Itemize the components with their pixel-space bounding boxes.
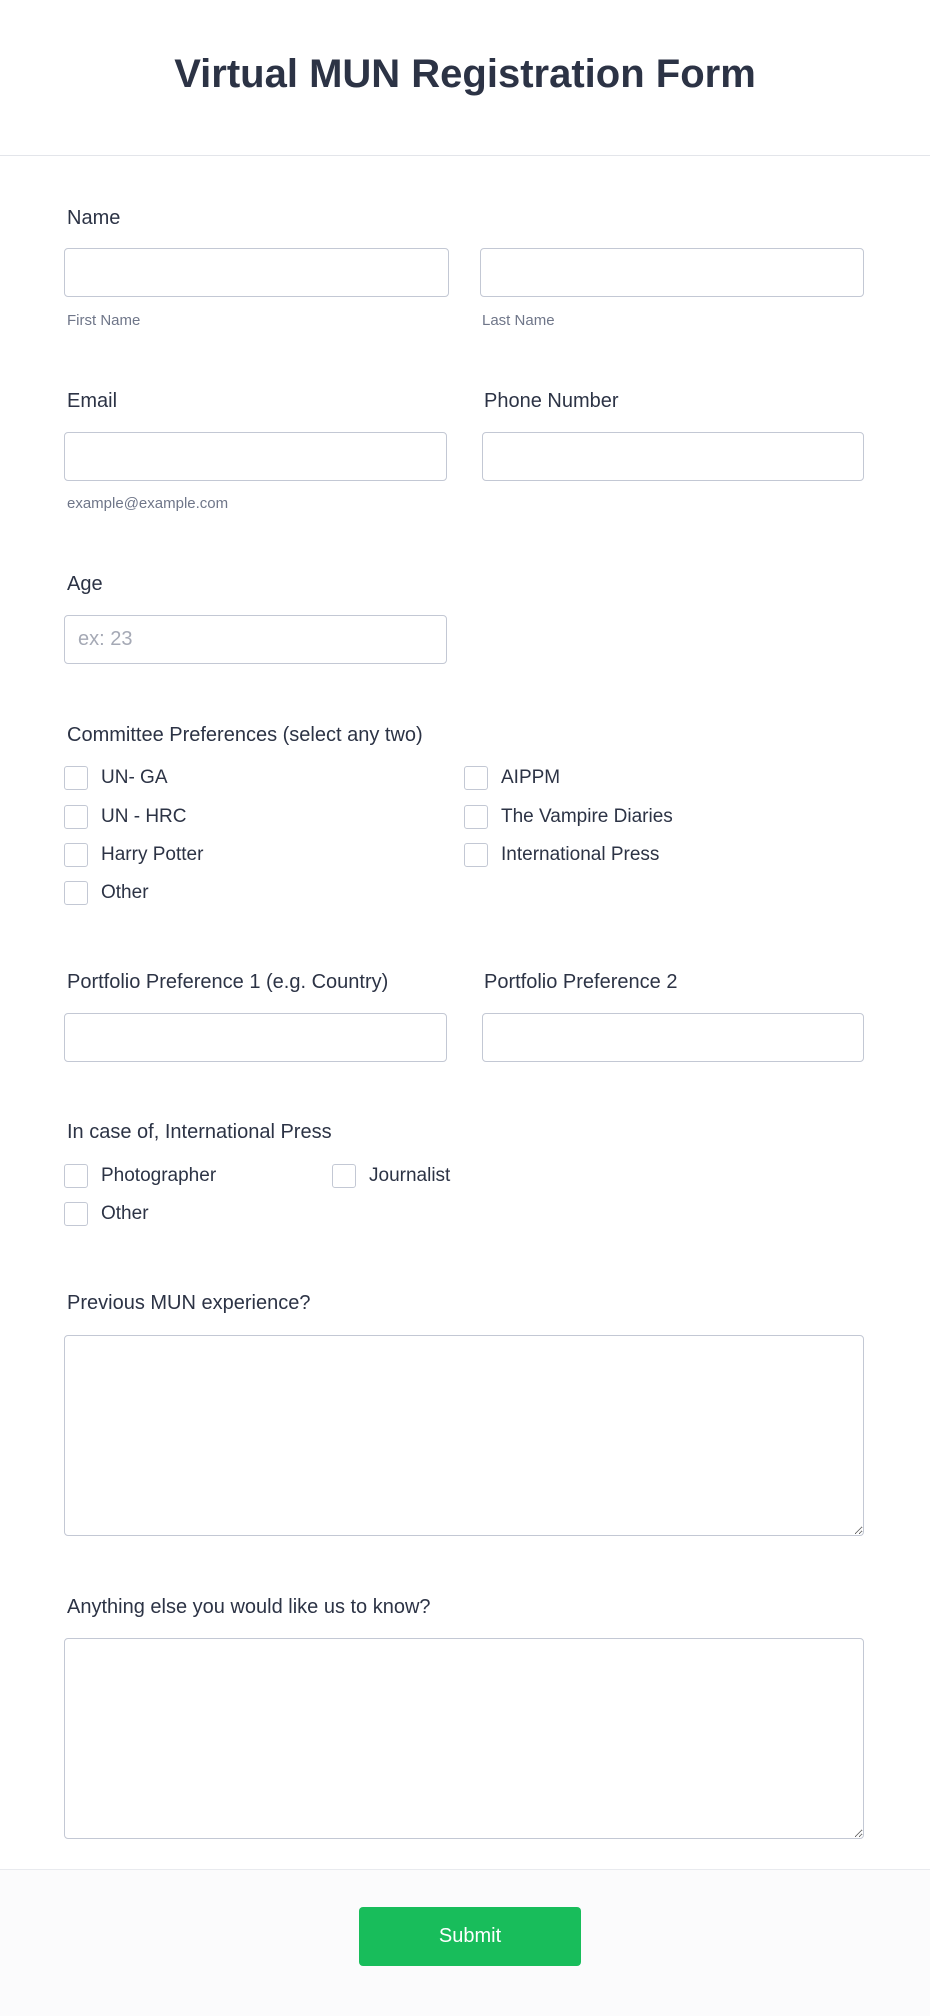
committee-option-international-press[interactable] <box>464 843 659 867</box>
email-sublabel: example@example.com <box>67 495 229 512</box>
checkbox[interactable] <box>64 1202 88 1226</box>
option-label: International Press <box>501 844 660 865</box>
checkbox[interactable] <box>64 1164 88 1188</box>
portfolio-2-label: Portfolio Preference 2 <box>484 971 678 993</box>
option-label: Journalist <box>369 1165 451 1186</box>
committee-option-aippm[interactable] <box>464 766 560 790</box>
press-option-other[interactable] <box>64 1202 149 1226</box>
first-name-sublabel: First Name <box>67 312 141 329</box>
last-name-sublabel: Last Name <box>482 312 555 329</box>
option-label: UN - HRC <box>101 806 187 827</box>
option-label: Other <box>101 1203 149 1224</box>
option-label: UN- GA <box>101 767 168 788</box>
option-label: Harry Potter <box>101 844 204 865</box>
age-label: Age <box>67 573 103 595</box>
name-label: Name <box>67 207 121 229</box>
form-title: Virtual MUN Registration Form <box>174 52 756 96</box>
checkbox[interactable] <box>64 843 88 867</box>
option-label: AIPPM <box>501 767 561 788</box>
checkbox[interactable] <box>64 881 88 905</box>
phone-input[interactable] <box>482 432 864 481</box>
phone-label: Phone Number <box>484 390 619 412</box>
committee-option-un-ga[interactable] <box>64 766 168 790</box>
email-input[interactable] <box>64 432 447 481</box>
press-option-photographer[interactable] <box>64 1164 216 1188</box>
last-name-input[interactable] <box>480 248 864 297</box>
committee-label: Committee Preferences (select any two) <box>67 724 423 746</box>
experience-textarea[interactable] <box>64 1335 864 1536</box>
checkbox[interactable] <box>464 805 488 829</box>
portfolio-1-label: Portfolio Preference 1 (e.g. Country) <box>67 971 389 993</box>
portfolio-2-input[interactable] <box>482 1013 864 1062</box>
portfolio-1-input[interactable] <box>64 1013 447 1062</box>
other-info-textarea[interactable] <box>64 1638 864 1839</box>
checkbox[interactable] <box>464 843 488 867</box>
checkbox[interactable] <box>64 766 88 790</box>
other-info-label: Anything else you would like us to know? <box>67 1596 431 1618</box>
email-label: Email <box>67 390 118 412</box>
committee-option-other[interactable] <box>64 881 149 905</box>
checkbox[interactable] <box>464 766 488 790</box>
committee-option-vampire-diaries[interactable] <box>464 805 673 829</box>
option-label: Photographer <box>101 1165 217 1186</box>
checkbox[interactable] <box>332 1164 356 1188</box>
experience-label: Previous MUN experience? <box>67 1292 311 1314</box>
option-label: The Vampire Diaries <box>501 806 673 827</box>
press-label: In case of, International Press <box>67 1121 332 1143</box>
press-option-journalist[interactable] <box>332 1164 450 1188</box>
age-input[interactable] <box>64 615 447 664</box>
checkbox[interactable] <box>64 805 88 829</box>
option-label: Other <box>101 882 149 903</box>
committee-option-harry-potter[interactable] <box>64 843 203 867</box>
committee-option-un-hrc[interactable] <box>64 805 187 829</box>
submit-button[interactable]: Submit <box>359 1907 581 1966</box>
first-name-input[interactable] <box>64 248 449 297</box>
